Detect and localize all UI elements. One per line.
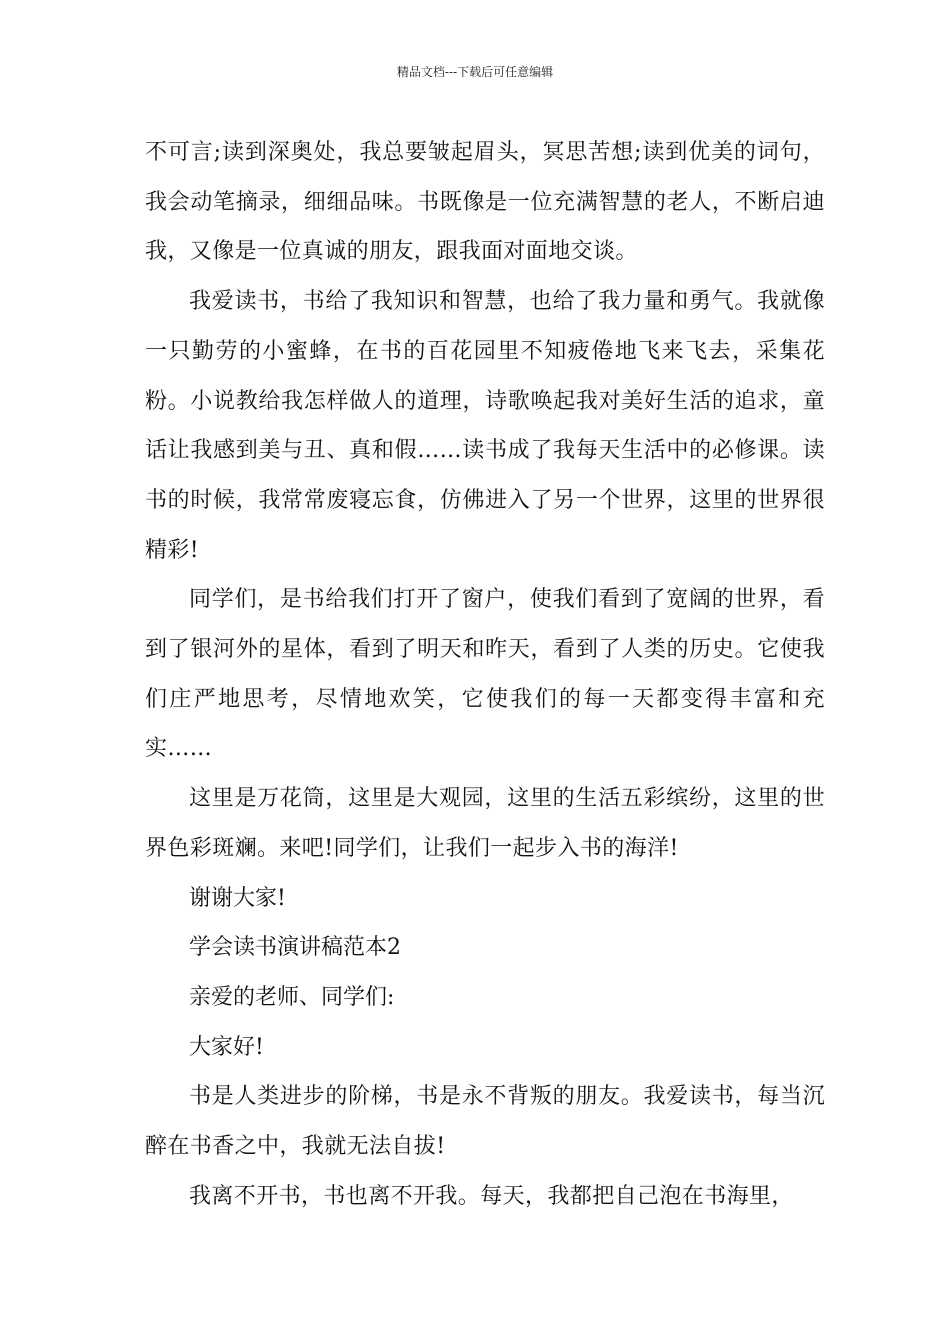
closing-thanks: 谢谢大家! (189, 885, 286, 911)
paragraph-books-ladder: 书是人类进步的阶梯，书是永不背叛的朋友。我爱读书，每当沉醉在书香之中，我就无法自拔! (145, 1084, 825, 1160)
salutation: 亲爱的老师、同学们: (189, 984, 395, 1010)
paragraph-kaleidoscope: 这里是万花筒，这里是大观园，这里的生活五彩缤纷，这里的世界色彩斑斓。来吧!同学们，让我们一起步入书的海洋! (145, 786, 825, 861)
page-header: 精品文档---下载后可任意编辑 (396, 65, 554, 79)
document-body (145, 128, 825, 1221)
paragraph-continuation: 不可言;读到深奥处，我总要皱起眉头，冥思苦想;读到优美的词句，我会动笔摘录，细细品味。书既像是一位充满智慧的老人，不断启迪我，又像是一位真诚的朋友，跟我面对面地交谈。 (145, 140, 825, 265)
paragraph-books-open-windows: 同学们，是书给我们打开了窗户，使我们看到了宽阔的世界，看到了银河外的星体，看到了明天和昨天，看到了人类的历史。它使我们庄严地思考，尽情地欢笑，它使我们的每一天都变得丰富和充实…… (145, 587, 825, 762)
paragraph-love-reading: 我爱读书，书给了我知识和智慧，也给了我力量和勇气。我就像一只勤劳的小蜜蜂，在书的百花园里不知疲倦地飞来飞去，采集花粉。小说教给我怎样做人的道理，诗歌唤起我对美好生活的追求，童话让我感到美与丑、真和假……读书成了我每天生活中的必修课。读书的时候，我常常废寝忘食，仿佛进入了另一个世界，这里的世界很精彩! (145, 289, 825, 563)
greeting: 大家好! (189, 1034, 264, 1060)
section-title: 学会读书演讲稿范本2 (189, 935, 401, 961)
paragraph-cannot-leave-books: 我离不开书，书也离不开我。每天，我都把自己泡在书海里， (189, 1183, 794, 1209)
